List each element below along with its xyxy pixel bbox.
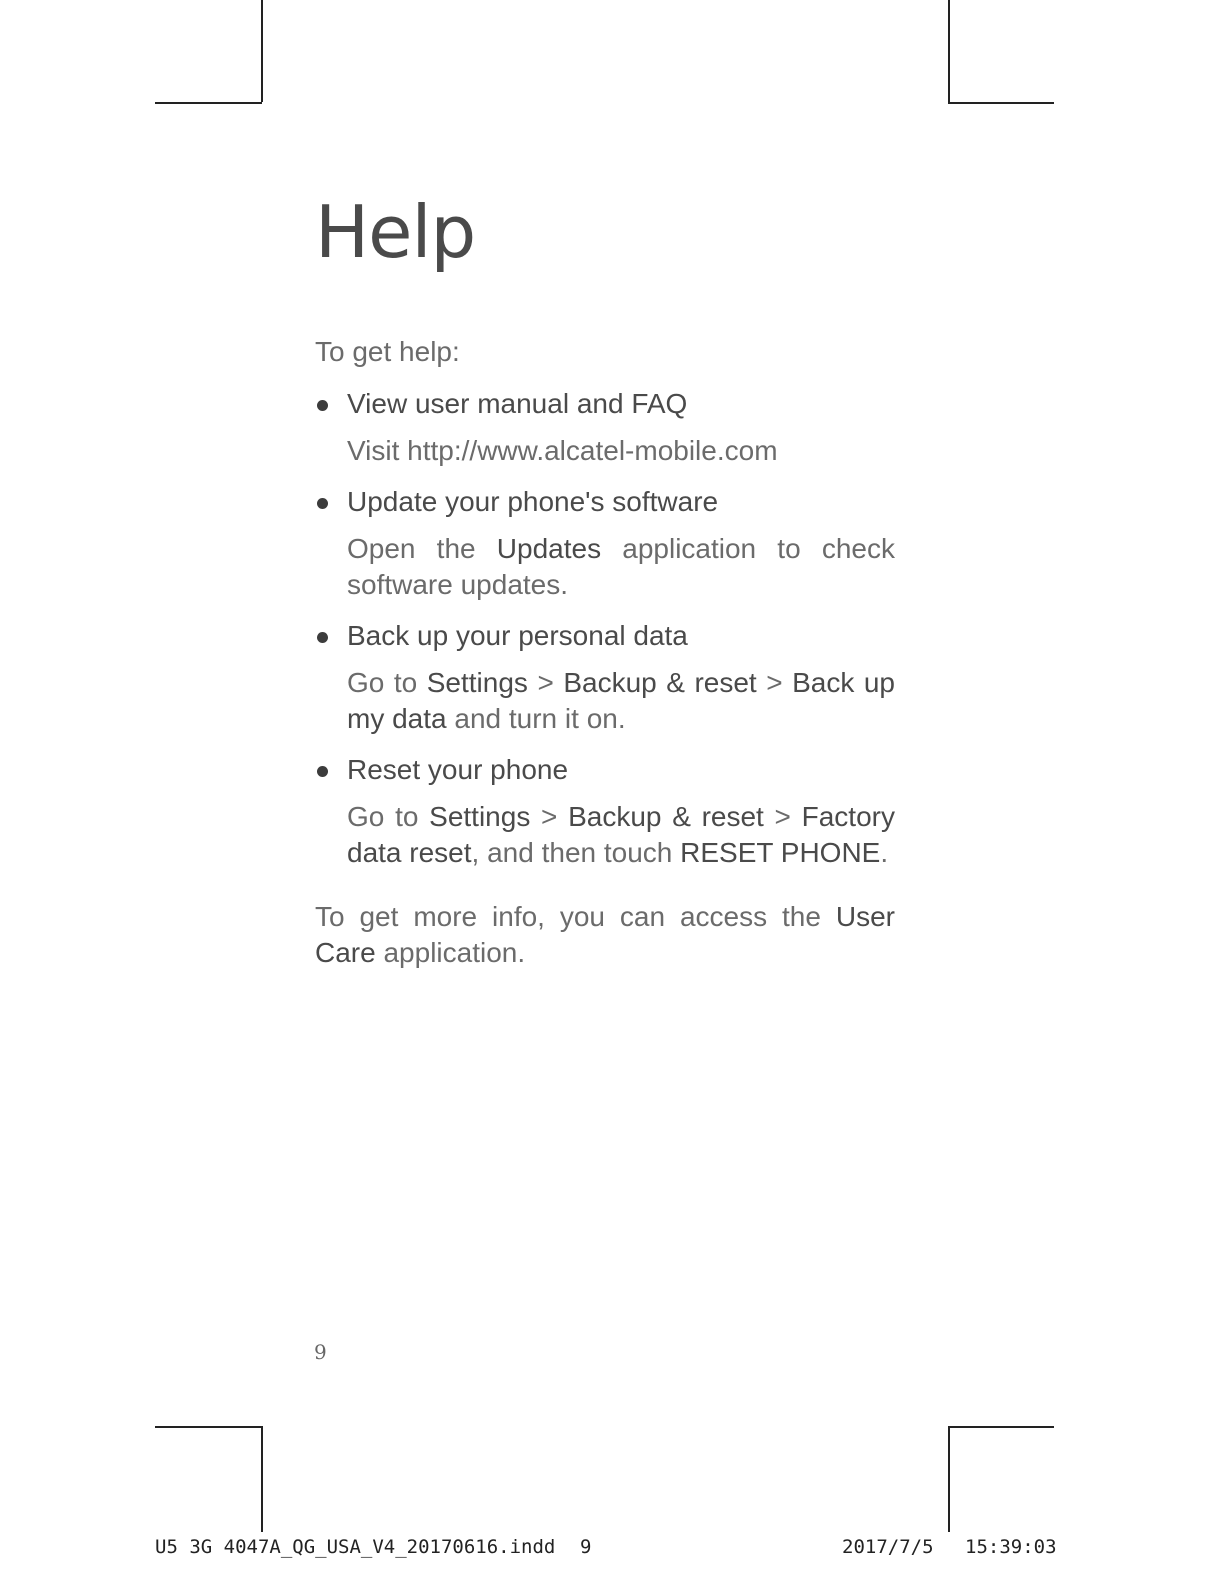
text-run: >: [763, 801, 802, 832]
bullet-icon: [317, 632, 328, 643]
text-run: application to check software updates.: [347, 533, 895, 600]
page-number: 9: [314, 1340, 327, 1364]
crop-mark-bottom-left-horizontal: [155, 1426, 262, 1428]
text-run: Visit http://www.alcatel-mobile.com: [347, 435, 778, 466]
item-body: [347, 433, 895, 469]
emphasized-term: Settings: [426, 667, 528, 698]
item-title: Back up your personal data: [347, 620, 688, 651]
slug-date: 2017/7/5: [842, 1536, 934, 1558]
item-title: Update your phone's software: [347, 486, 719, 517]
item-title: View user manual and FAQ: [347, 388, 688, 419]
crop-mark-top-right-vertical: [948, 0, 950, 102]
emphasized-term: Back up my data: [347, 667, 896, 734]
help-list: [315, 386, 895, 871]
slug-time: 15:39:03: [965, 1536, 1057, 1558]
intro-text: To get help:: [315, 336, 460, 367]
text-run: >: [527, 667, 564, 698]
crop-mark-bottom-left-vertical: [261, 1426, 263, 1532]
list-item-backup-data: [315, 618, 895, 737]
emphasized-term: User Care: [315, 901, 895, 968]
text-run: >: [756, 667, 793, 698]
text-run: >: [530, 801, 569, 832]
bullet-icon: [317, 498, 328, 509]
text-run: and turn it on.: [446, 703, 626, 734]
text-run: Open the: [347, 533, 497, 564]
text-run: .: [880, 837, 889, 868]
more-info-text: [315, 899, 895, 971]
emphasized-term: Backup & reset: [563, 667, 757, 698]
item-body: [347, 799, 895, 871]
emphasized-term: Updates: [496, 533, 602, 564]
text-run: Go to: [347, 667, 427, 698]
crop-mark-top-left-vertical: [261, 0, 263, 102]
crop-mark-bottom-right-horizontal: [948, 1426, 1054, 1428]
slug-file: U5 3G 4047A_QG_USA_V4_20170616.indd: [155, 1536, 556, 1558]
crop-mark-top-left-horizontal: [155, 102, 262, 104]
page-title: Help: [315, 190, 476, 274]
item-body: [347, 665, 895, 737]
text-run: To get more info, you can access the: [315, 901, 836, 932]
text-run: , and then touch: [471, 837, 681, 868]
crop-mark-top-right-horizontal: [948, 102, 1054, 104]
bullet-icon: [317, 766, 328, 777]
list-item-update-software: [315, 484, 895, 603]
emphasized-term: Factory data reset: [347, 801, 895, 868]
text-run: application.: [375, 937, 526, 968]
text-run: Go to: [347, 801, 430, 832]
help-content: [315, 334, 895, 971]
emphasized-term: Backup & reset: [568, 801, 764, 832]
item-body: [347, 531, 895, 603]
emphasized-term: Settings: [429, 801, 531, 832]
slug-page: 9: [580, 1536, 592, 1558]
item-title: Reset your phone: [347, 754, 569, 785]
bullet-icon: [317, 400, 328, 411]
crop-mark-bottom-right-vertical: [948, 1426, 950, 1532]
list-item-reset-phone: [315, 752, 895, 871]
list-item-view-manual: [315, 386, 895, 469]
emphasized-term: RESET PHONE: [680, 837, 881, 868]
